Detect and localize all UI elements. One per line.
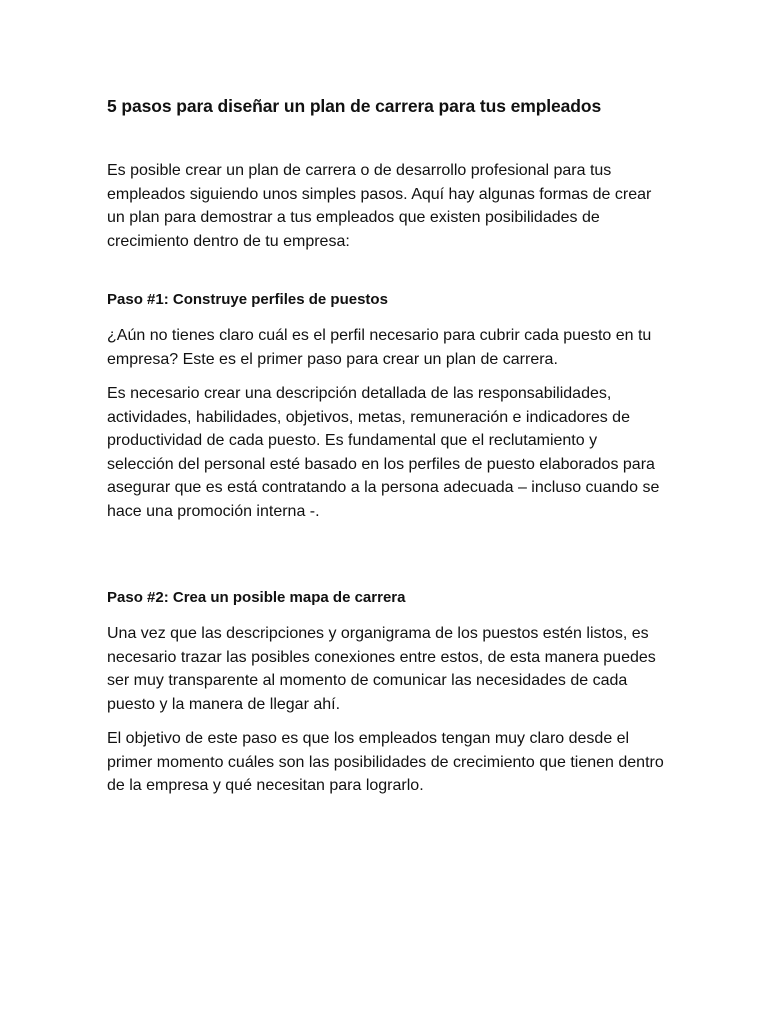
section-heading-paso-1: Paso #1: Construye perfiles de puestos	[107, 291, 388, 308]
section-1-paragraph-2: Es necesario crear una descripción detallada de las responsabilidades, actividades, habilidades, objetivos, metas, remuneración e indicadores de productividad de cada puesto. Es fundamental que el reclutamiento y selección del personal esté basado en los perfiles de puesto elaborados para asegurar que es está contratando a la persona adecuada – incluso cuando se hace una promoción interna -.	[107, 385, 660, 520]
section-heading-paso-2: Paso #2: Crea un posible mapa de carrera	[107, 589, 406, 606]
document-content	[107, 94, 667, 798]
intro-paragraph: Es posible crear un plan de carrera o de desarrollo profesional para tus empleados siguiendo unos simples pasos. Aquí hay algunas formas de crear un plan para demostrar a tus empleados que existen posibilidades de crecimiento dentro de tu empresa:	[107, 162, 652, 250]
section-1-paragraph-1: ¿Aún no tienes claro cuál es el perfil necesario para cubrir cada puesto en tu empresa? Este es el primer paso para crear un plan de carrera.	[107, 327, 652, 368]
document-title: 5 pasos para diseñar un plan de carrera para tus empleados	[107, 96, 602, 116]
section-2-paragraph-2: El objetivo de este paso es que los empleados tengan muy claro desde el primer momento cuáles son las posibilidades de crecimiento que tienen dentro de la empresa y qué necesitan para lograrlo.	[107, 730, 664, 794]
section-2-paragraph-1: Una vez que las descripciones y organigrama de los puestos estén listos, es necesario trazar las posibles conexiones entre estos, de esta manera puedes ser muy transparente al momento de comunicar las necesidades de cada puesto y la manera de llegar ahí.	[107, 625, 656, 713]
